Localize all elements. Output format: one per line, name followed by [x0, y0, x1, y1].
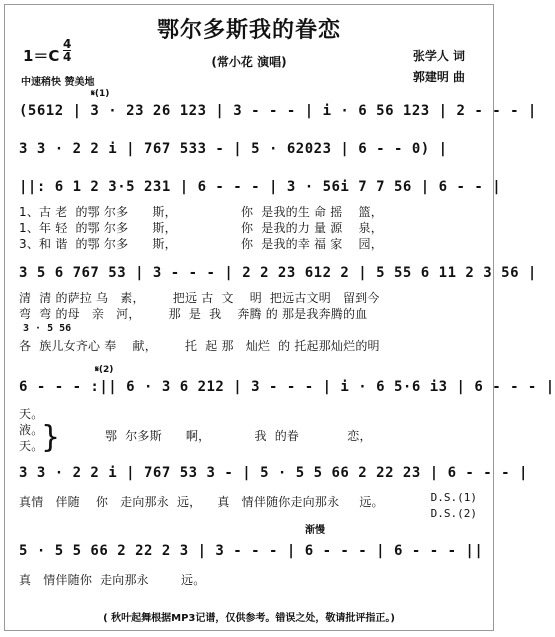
staff-notes: 3 3 · 2 2 i | 767 53 3 - | 5 · 5 5 66 2 22 23 | 6 - - - | — [19, 465, 528, 481]
lyric-chorus-1: 鄂 尔多斯 啊， 我 的眷 恋， — [105, 429, 372, 443]
lyric-verse-2: 1、年 轻 的鄂 尔多 斯， 你 是我的力 量 源 泉， — [19, 221, 383, 235]
singer-credit: (常小花 演唱) — [211, 55, 287, 69]
staff-line-2 — [19, 133, 489, 163]
variant-notes: 3 · 5 56 — [23, 323, 72, 334]
staff-line-5 — [19, 371, 555, 401]
song-title: 鄂尔多斯我的眷恋 — [156, 18, 341, 43]
meter-top: 4 — [63, 37, 72, 51]
staff-line-7 — [19, 535, 489, 565]
score-page — [4, 4, 555, 631]
composer-credit: 郭建明 曲 — [412, 70, 465, 84]
lyric-verse-3: 3、和 谐 的鄂 尔多 斯， 你 是我的幸 福 家 园， — [19, 237, 383, 251]
lyric-verse-1: 1、古 老 的鄂 尔多 斯， 你 是我的生 命 摇 篮， — [19, 205, 383, 219]
staff-line-6 — [19, 457, 528, 487]
ds-mark-2: D.S.(2) — [430, 507, 477, 520]
lyric-line-4: 清 清 的萨拉 乌 素， 把远 古 文 明 把远古文明 留到今 — [19, 291, 380, 305]
lyric-ending-2: 液。 — [19, 423, 44, 437]
lyric-line-5: 弯 弯 的母 亲 河， 那 是 我 奔腾 的 那是我奔腾的血 — [19, 307, 368, 321]
staff-notes: 3 3 · 2 2 i | 767 533 - | 5 · 62023 | 6 - - 0) | — [19, 141, 448, 157]
segno-mark-2: 𝄋(2) — [95, 365, 114, 375]
staff-notes: 3 5 6 767 53 | 3 - - - | 2 2 23 612 2 | 5 55 6 11 2 3 56 | — [19, 265, 537, 281]
staff-notes: ||: 6 1 2 3·5 231 | 6 - - - | 3 · 56i 7 7 56 | 6 - - | — [19, 179, 502, 195]
meter-bottom: 4 — [63, 50, 72, 64]
lyric-chorus-2: 真情 伴随 你 走向那永 远， 真 情伴随你走向那永 远。 — [19, 495, 384, 509]
staff-notes: 5 · 5 5 66 2 22 2 3 | 3 - - - | 6 - - - | 6 - - - || — [19, 543, 484, 559]
lyricist-credit: 张学人 词 — [412, 49, 465, 63]
time-signature — [63, 38, 71, 63]
lyric-line-6: 各 族儿女齐心 奉 献， 托 起 那 灿烂 的 托起那灿烂的明 — [19, 339, 380, 353]
staff-line-4 — [19, 257, 537, 287]
segno-mark-1: 𝄋(1) — [91, 89, 110, 99]
tempo-marking: 中速稍快 赞美地 — [21, 77, 95, 88]
staff-line-1 — [19, 95, 537, 125]
key-signature: 1＝C — [23, 47, 60, 65]
lyric-brace: } — [41, 420, 61, 455]
lyric-final: 真 情伴随你 走向那永 远。 — [19, 573, 206, 587]
lyric-ending-1: 天。 — [19, 407, 44, 421]
staff-notes: 6 - - - :|| 6 · 3 6 212 | 3 - - - | i · 6 5·6 i3 | 6 - - - | — [19, 379, 555, 395]
tempo-change-mark: 渐慢 — [305, 525, 325, 536]
lyric-ending-3: 天。 — [19, 439, 44, 453]
staff-line-3 — [19, 171, 502, 201]
staff-notes: (5612 | 3 · 23 26 123 | 3 - - - | i · 6 56 123 | 2 - - - | — [19, 103, 537, 119]
transcription-note: ( 秋叶起舞根据MP3记谱，仅供参考。错误之处，敬请批评指正。) — [103, 613, 395, 624]
ds-mark-1: D.S.(1) — [430, 491, 477, 504]
